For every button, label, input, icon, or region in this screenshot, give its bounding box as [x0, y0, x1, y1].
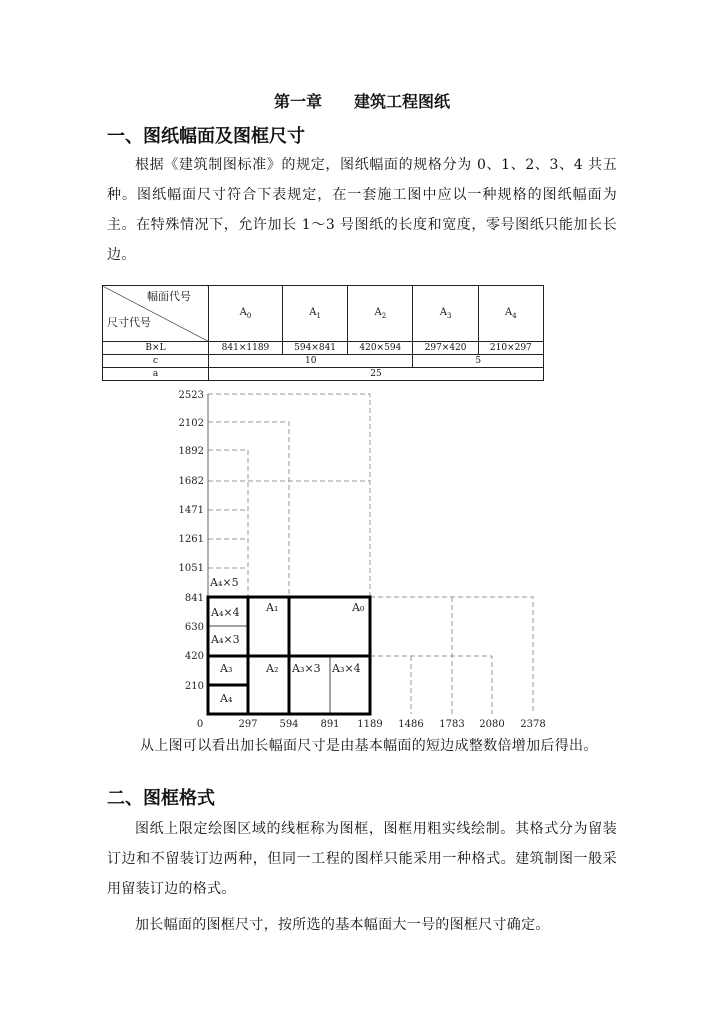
y-tick-label: 1682	[178, 476, 204, 487]
section2-paragraph: 图纸上限定绘图区域的线框称为图框，图框用粗实线绘制。其格式分为留装订边和不留装订边两种，但同一工程的图样只能采用一种格式。建筑制图一般采用留装订边的格式。	[107, 821, 617, 897]
row-label: c	[103, 355, 209, 368]
x-tick-label: 2080	[479, 719, 505, 730]
dashed-line	[208, 450, 248, 597]
dashed-line	[370, 656, 492, 714]
x-tick-label: 297	[238, 719, 258, 730]
y-tick-label: 1471	[178, 505, 204, 516]
table-cell: 210×297	[478, 342, 543, 355]
section1-heading: 一、图纸幅面及图框尺寸	[107, 126, 305, 147]
label-a1: A₁	[266, 601, 279, 614]
row-label: B×L	[103, 342, 209, 355]
y-tick-label: 1892	[178, 446, 204, 457]
column-header-a4: $A_4$	[478, 286, 543, 342]
y-tick-label: 420	[184, 651, 204, 662]
column-header-a1: $A_1$	[282, 286, 347, 342]
y-tick-label: 2102	[178, 418, 204, 429]
section2-heading: 二、图框格式	[107, 788, 215, 809]
label-a4: A₄	[220, 692, 233, 705]
label-a4x3: A₄×3	[211, 633, 240, 646]
label-a3: A₃	[220, 662, 233, 675]
y-tick-label: 1261	[178, 534, 204, 545]
column-header-a3: $A_3$	[413, 286, 478, 342]
column-header-a0: $A_0$	[209, 286, 283, 342]
x-tick-label: 1189	[357, 719, 383, 730]
y-tick-label: 630	[184, 622, 204, 633]
y-tick-label: 210	[184, 681, 204, 692]
x-tick-label: 594	[279, 719, 299, 730]
y-tick-label: 841	[184, 593, 204, 604]
x-tick-labels	[197, 719, 546, 730]
table-cell: 297×420	[413, 342, 478, 355]
y-tick-labels	[179, 390, 204, 692]
table-cell: 420×594	[348, 342, 413, 355]
x-tick-label: 1486	[398, 719, 424, 730]
label-a4x5: A₄×5	[210, 576, 239, 589]
x-tick-label: 1783	[439, 719, 465, 730]
label-a0: A₀	[352, 601, 365, 614]
x-tick-label: 891	[320, 719, 340, 730]
diagram-caption: 从上图可以看出加长幅面尺寸是由基本幅面的短边成整数倍增加后得出。	[140, 738, 598, 754]
label-a4x4: A₄×4	[211, 606, 240, 619]
table-cell: 841×1189	[209, 342, 283, 355]
label-a3x3: A₃×3	[292, 662, 321, 675]
header-top-label: 幅面代号	[147, 290, 191, 303]
table-cell: 594×841	[282, 342, 347, 355]
x-tick-label: 0	[196, 719, 204, 730]
section1-paragraph: 根据《建筑制图标准》的规定，图纸幅面的规格分为 0、1、2、3、4 共五种。图纸幅面尺寸符合下表规定，在一套施工图中应以一种规格的图纸幅面为主。在特殊情况下，允许加长 1～3 号图纸的长度和宽度，零号图纸只能加长长边。	[107, 157, 617, 263]
x-tick-label: 2378	[520, 719, 546, 730]
header-bottom-label: 尺寸代号	[107, 316, 151, 329]
y-tick-label: 2523	[178, 390, 204, 401]
table-cell: 25	[209, 368, 544, 381]
section2-paragraph: 加长幅面的图框尺寸，按所选的基本幅面大一号的图框尺寸确定。	[135, 917, 550, 933]
label-a3x4: A₃×4	[332, 662, 361, 675]
column-header-a2: $A_2$	[348, 286, 413, 342]
y-tick-label: 1051	[178, 563, 204, 574]
label-a2: A₂	[266, 662, 279, 675]
chapter-title: 第一章 建筑工程图纸	[273, 92, 450, 111]
table-cell: 10	[209, 355, 413, 368]
table-cell: 5	[413, 355, 544, 368]
row-label: a	[103, 368, 209, 381]
